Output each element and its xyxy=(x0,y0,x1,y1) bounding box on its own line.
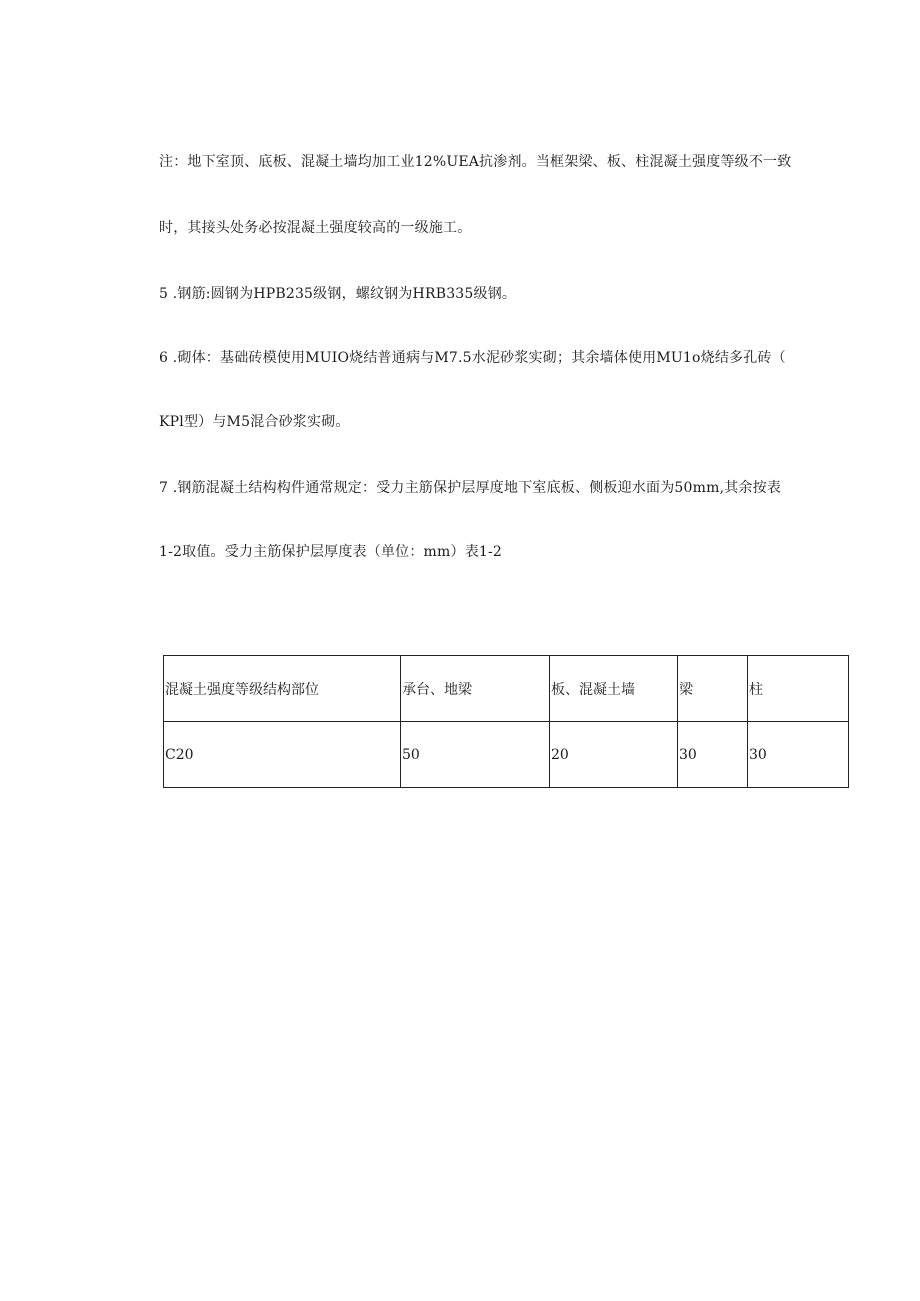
note-paragraph-line-2: 时，其接头处务必按混凝土强度较高的一级施工。 xyxy=(159,220,472,236)
item-5-steel-bars: 5 .钢筋:圆钢为HPB235级钢，螺纹钢为HRB335级钢。 xyxy=(159,286,517,302)
table-header-cell: 板、混凝土墙 xyxy=(550,656,678,722)
cover-thickness-table xyxy=(163,655,849,788)
table-cell: C20 xyxy=(164,722,401,788)
table-header-cell: 承台、地梁 xyxy=(401,656,550,722)
item-6-masonry-line-2: KPl型）与M5混合砂浆实砌。 xyxy=(159,414,350,430)
table-cell: 50 xyxy=(401,722,550,788)
table-header-cell: 梁 xyxy=(678,656,748,722)
table-cell: 20 xyxy=(550,722,678,788)
note-paragraph-line-1: 注：地下室顶、底板、混凝土墙均加工业12%UEA抗渗剂。当框架梁、板、柱混凝土强度等级不一致 xyxy=(159,154,792,170)
table-cell: 30 xyxy=(678,722,748,788)
item-7-concrete-cover-line-1: 7 .钢筋混凝土结构构件通常规定：受力主筋保护层厚度地下室底板、侧板迎水面为50mm,其余按表 xyxy=(159,480,782,496)
item-7-concrete-cover-line-2: 1-2取值。受力主筋保护层厚度表（单位：mm）表1-2 xyxy=(159,544,503,560)
table-header-row xyxy=(164,656,849,722)
table-row xyxy=(164,722,849,788)
item-6-masonry-line-1: 6 .砌体：基础砖模使用MUIO烧结普通病与M7.5水泥砂浆实砌；其余墙体使用MU1o烧结多孔砖（ xyxy=(159,350,786,366)
table-cell: 30 xyxy=(748,722,849,788)
table-header-cell: 混凝土强度等级结构部位 xyxy=(164,656,401,722)
table-header-cell: 柱 xyxy=(748,656,849,722)
